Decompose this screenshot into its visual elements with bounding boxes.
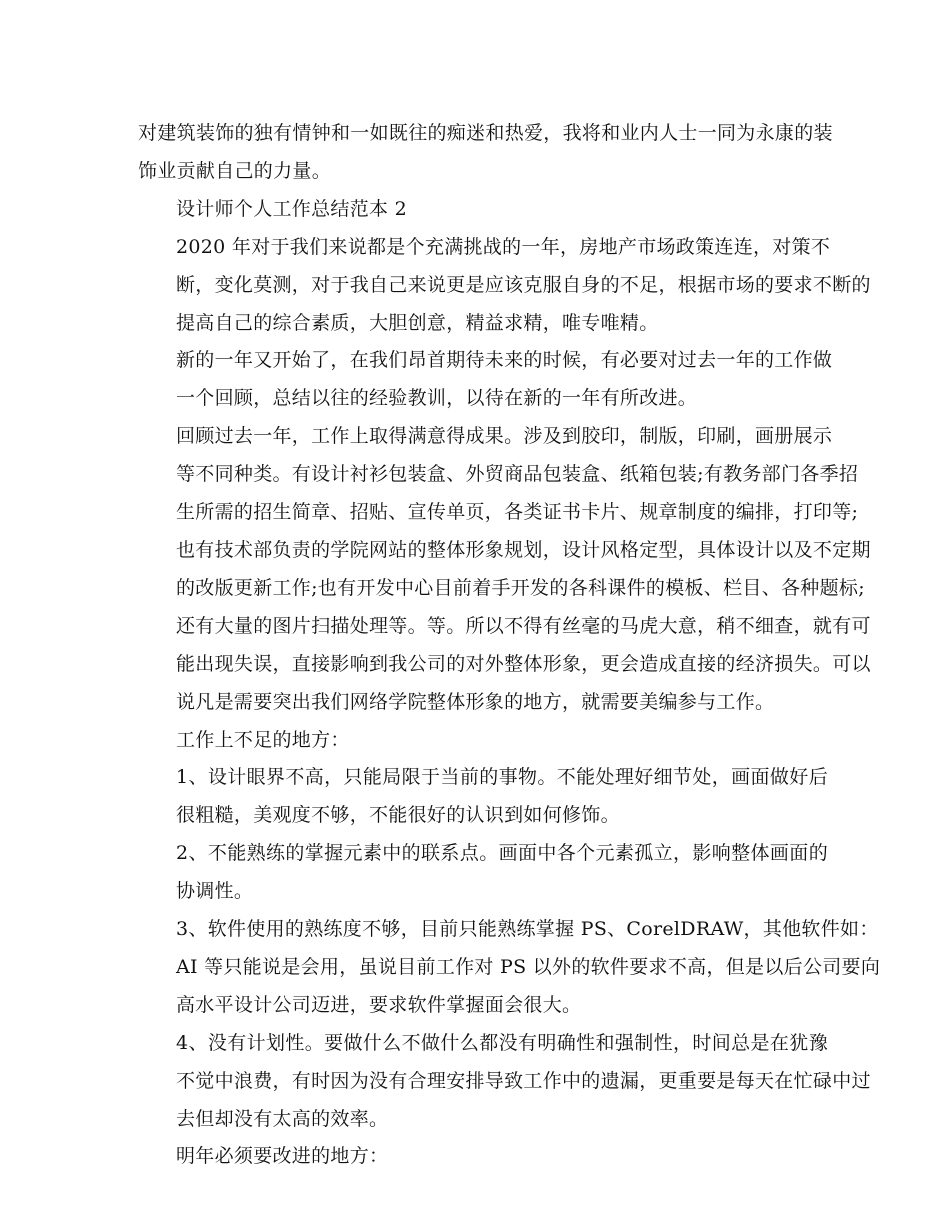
- paragraph-year-overview: [138, 229, 871, 343]
- paragraph-closing-remarks: [138, 115, 833, 191]
- section-heading: [138, 191, 828, 229]
- text-line: 的改版更新工作;也有开发中心目前着手开发的各科课件的模板、栏目、各种题标;: [176, 576, 865, 599]
- text-line: 不觉中浪费，有时因为没有合理安排导致工作中的遗漏，更重要是每天在忙碌中过: [176, 1069, 871, 1092]
- text-line: 新的一年又开始了，在我们昂首期待未来的时候，有必要对过去一年的工作做: [176, 349, 833, 372]
- text-line: 设计师个人工作总结范本 2: [176, 197, 408, 220]
- text-line: 4、没有计划性。要做什么不做什么都没有明确性和强制性，时间总是在犹豫: [176, 1031, 828, 1054]
- text-line: 回顾过去一年，工作上取得满意得成果。涉及到胶印，制版，印刷，画册展示: [176, 425, 833, 448]
- text-line: AI 等只能说是会用，虽说目前工作对 PS 以外的软件要求不高，但是以后公司要向: [176, 955, 881, 978]
- list-item-4: [138, 1025, 871, 1139]
- list-item-2: [138, 835, 828, 911]
- text-line: 协调性。: [176, 880, 254, 903]
- text-line: 高水平设计公司迈进，要求软件掌握面会很大。: [176, 993, 582, 1016]
- text-line: 饰业贡献自己的力量。: [138, 159, 332, 182]
- text-line: 能出现失误，直接影响到我公司的对外整体形象，更会造成直接的经济损失。可以: [176, 652, 871, 675]
- text-line: 2020 年对于我们来说都是个充满挑战的一年，房地产市场政策连连，对策不: [176, 235, 831, 258]
- text-line: 断，变化莫测，对于我自己来说更是应该克服自身的不足，根据市场的要求不断的: [176, 273, 871, 296]
- text-line: 一个回顾，总结以往的经验教训，以待在新的一年有所改进。: [176, 387, 698, 410]
- text-line: 1、设计眼界不高，只能局限于当前的事物。不能处理好细节处，画面做好后: [176, 766, 828, 789]
- text-line: 也有技术部负责的学院网站的整体形象规划，设计风格定型，具体设计以及不定期: [176, 538, 871, 561]
- paragraph-review: [138, 418, 871, 721]
- text-line: 3、软件使用的熟练度不够，目前只能熟练掌握 PS、CorelDRAW，其他软件如：: [176, 918, 879, 941]
- text-line: 明年必须要改进的地方：: [176, 1145, 389, 1168]
- text-line: 还有大量的图片扫描处理等。等。所以不得有丝毫的马虎大意，稍不细查，就有可: [176, 614, 871, 637]
- subheading-improvements: [138, 1138, 828, 1176]
- text-line: 等不同种类。有设计衬衫包装盒、外贸商品包装盒、纸箱包装;有教务部门各季招: [176, 463, 859, 486]
- text-line: 2、不能熟练的掌握元素中的联系点。画面中各个元素孤立，影响整体画面的: [176, 842, 828, 865]
- text-line: 提高自己的综合素质，大胆创意，精益求精，唯专唯精。: [176, 311, 659, 334]
- text-line: 生所需的招生简章、招贴、宣传单页，各类证书卡片、规章制度的编排，打印等;: [176, 501, 859, 524]
- subheading-shortcomings: [138, 722, 828, 760]
- paragraph-new-year: [138, 342, 833, 418]
- text-line: 去但却没有太高的效率。: [176, 1107, 389, 1130]
- text-line: 说凡是需要突出我们网络学院整体形象的地方，就需要美编参与工作。: [176, 690, 775, 713]
- document-body: [138, 115, 881, 1176]
- list-item-3: [138, 911, 881, 1025]
- list-item-1: [138, 759, 828, 835]
- text-line: 工作上不足的地方：: [176, 728, 350, 751]
- text-line: 很粗糙，美观度不够，不能很好的认识到如何修饰。: [176, 804, 620, 827]
- text-line: 对建筑装饰的独有情钟和一如既往的痴迷和热爱，我将和业内人士一同为永康的装: [138, 122, 833, 144]
